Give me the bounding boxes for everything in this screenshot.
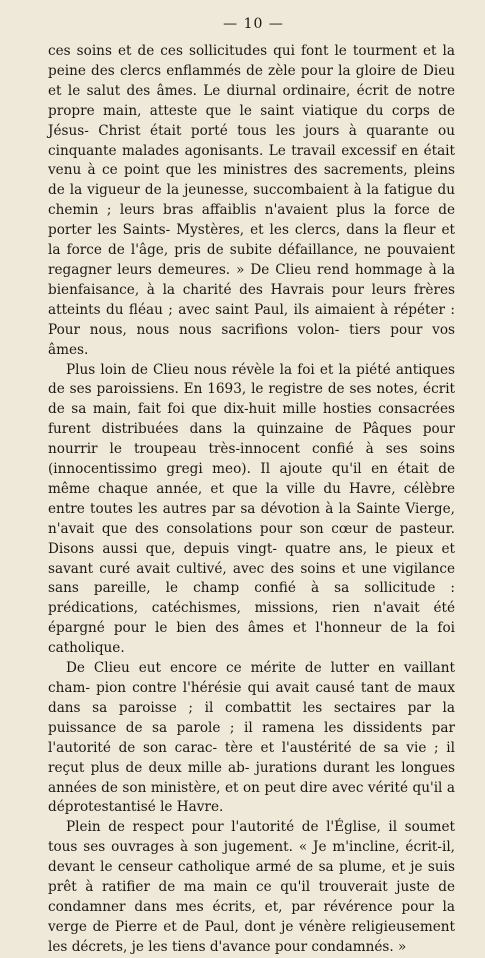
- text-line: troupeau très-innocent confié à ses soins (innocentissimo: [48, 441, 455, 478]
- text-line: dans mes écrits, et, par révérence pour la verge de Pierre: [48, 898, 455, 935]
- text-line: propre main, atteste que le saint viatique du corps de Jésus-: [48, 102, 455, 139]
- text-line: parole ; il ramena les dissidents par l'autorité de son carac-: [48, 719, 455, 756]
- text-line: et que la ville du Havre, célèbre entre toutes les autres par: [48, 480, 455, 517]
- paragraph: [48, 818, 455, 957]
- text-line: tiers pour vos âmes.: [48, 321, 455, 358]
- text-line: quatre ans, le pieux et savant curé avait cultivé, avec des: [48, 540, 455, 577]
- text-line: tère et l'austérité de sa vie ; il reçut plus de deux mille ab-: [48, 739, 455, 776]
- text-line: le censeur catholique armé de sa plume, et je suis prêt à: [48, 859, 455, 896]
- text-line: été épargné pour le bien des âmes et l'honneur de la foi: [48, 600, 455, 637]
- text-line: de subite défaillance, ne pouvaient regagner leurs demeures. »: [48, 242, 455, 278]
- paragraph: [48, 361, 455, 660]
- text-line: point que les ministres des sacrements, pleins de la vigueur: [48, 162, 455, 199]
- text-line: tiens d'avance pour condamnés. »: [171, 938, 407, 955]
- text-line: sa main, fait foi que dix-huit mille hosties consacrées furent: [48, 401, 455, 438]
- text-line: sollicitude : prédications, catéchismes, missions, rien n'avait: [48, 580, 456, 617]
- text-line: pion contre l'hérésie qui avait causé tant de maux dans sa: [48, 680, 456, 716]
- text-line: bras affaiblis n'avaient plus la force de porter les Saints-: [48, 202, 456, 239]
- text-line: catholique.: [48, 640, 125, 657]
- text-line: ses ouvrages à son jugement. « Je m'incline, écrit-il, devant: [48, 839, 456, 876]
- text-line: pour son cœur de pasteur. Disons aussi que, depuis vingt-: [48, 520, 455, 557]
- page-number: — 10 —: [223, 16, 284, 32]
- text-line: sa dévotion à la Sainte Vierge, n'avait que des consolations: [48, 500, 455, 537]
- text-line: peine des clercs enflammés de zèle pour la gloire de Dieu: [48, 62, 455, 79]
- text-line: Havrais pour leurs frères atteints du fléau ; avec saint Paul,: [48, 281, 455, 318]
- text-line: distribuées dans la quinzaine de Pâques pour nourrir le: [48, 421, 455, 458]
- body-text: [48, 42, 455, 958]
- text-line: Mystères, et les clercs, dans la fleur et la force de l'âge, pris: [48, 222, 455, 259]
- text-line: malades agonisants. Le travail excessif en était venu à ce: [48, 142, 455, 179]
- text-line: de ses paroissiens. En 1693, le registre de ses notes, écrit de: [48, 381, 455, 418]
- text-line: ils aimaient à répéter : Pour nous, nous nous sacrifions volon-: [48, 301, 456, 338]
- text-line: de la jeunesse, succombaient à la fatigue du chemin ; leurs: [48, 182, 455, 219]
- text-line: paroisse ; il combattit les sectaires par la puissance de sa: [48, 699, 455, 736]
- paragraph: [48, 42, 455, 361]
- text-line: Christ était porté tous les jours à quarante ou cinquante: [48, 122, 455, 159]
- text-line: peut dire avec vérité qu'il a déprotestantisé le Havre.: [48, 779, 455, 816]
- text-line: De Clieu eut encore ce mérite de lutter en vaillant cham-: [48, 660, 455, 696]
- paragraph: [48, 659, 455, 818]
- text-line: ratifier de ma main ce qu'il trouverait juste de condamner: [48, 879, 456, 915]
- text-line: soins et une vigilance sans pareille, le champ confié à sa: [48, 560, 455, 597]
- text-line: Plus loin de Clieu nous révèle la foi et la piété antiques: [66, 361, 455, 378]
- text-line: ces soins et de ces sollicitudes qui font le tourment et la: [48, 43, 455, 59]
- text-line: et de Paul, dont je vénère religieusement les décrets, je les: [48, 918, 455, 955]
- text-line: gregi meo). Il ajoute qu'il en était de même chaque année,: [48, 461, 455, 497]
- text-line: De Clieu rend hommage à la bienfaisance, à la charité des: [48, 261, 456, 298]
- text-line: et le salut des âmes. Le diurnal ordinaire, écrit de notre: [48, 82, 455, 99]
- text-line: jurations durant les longues années de son ministère, et on: [48, 759, 455, 796]
- text-line: Plein de respect pour l'autorité de l'Église, il soumet tous: [48, 819, 455, 856]
